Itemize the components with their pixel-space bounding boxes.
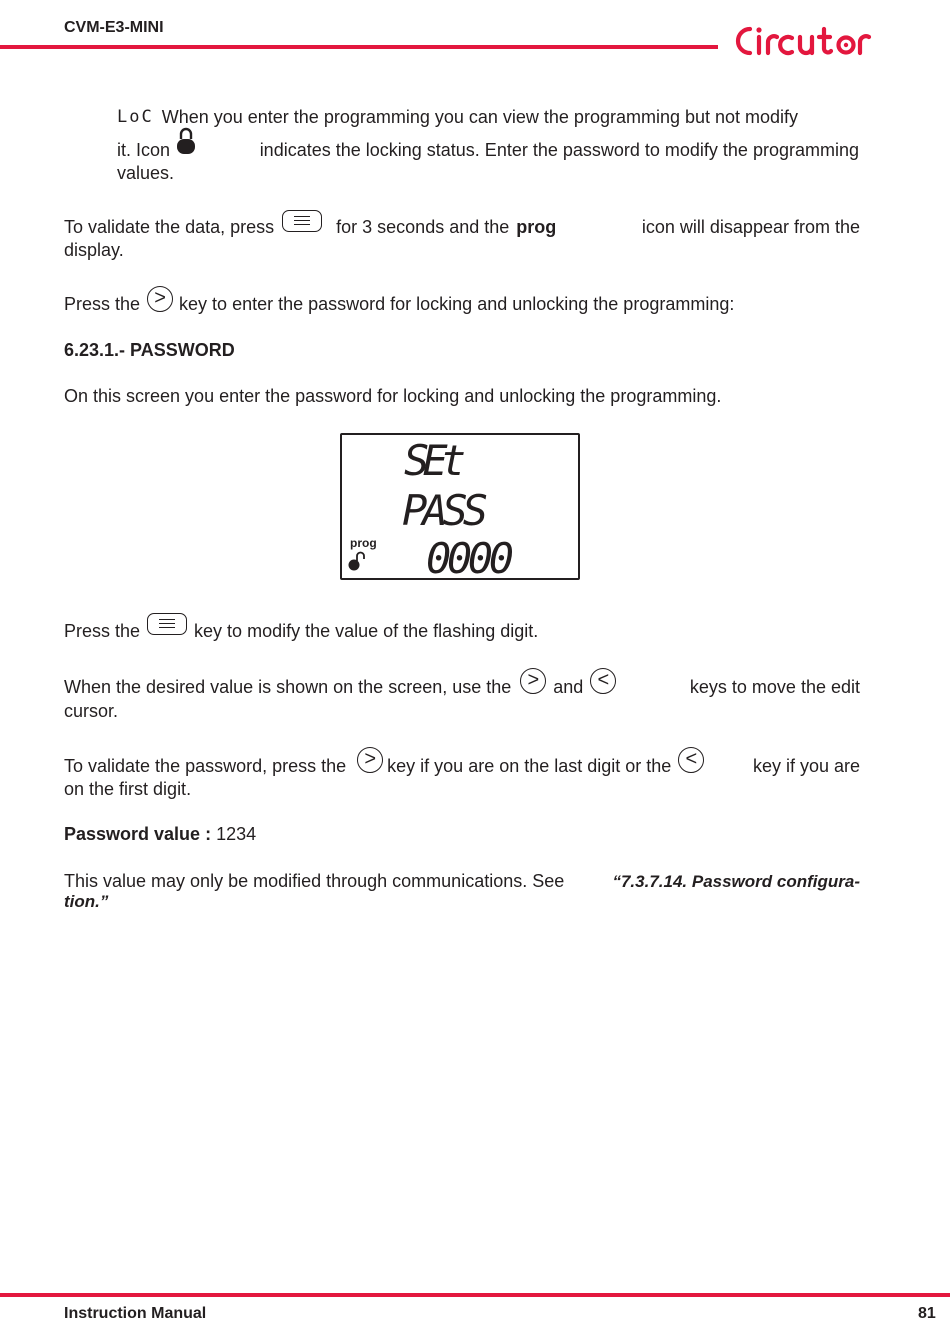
right-arrow-key-icon: > [147,286,173,312]
lcd-row-2: PASS [402,486,488,535]
lcd-segments [342,435,578,578]
modify-text-b: key to modify the value of the flashing digit. [194,621,539,641]
lcd-row-1: SEt [404,436,466,485]
lcd-prog-label: prog [350,536,377,550]
page-number: 81 [918,1305,936,1322]
press-line [64,287,735,315]
pw-line-1 [64,748,860,777]
menu-key-icon [282,210,322,232]
validate-text-b: for 3 seconds and the [336,217,510,237]
cursor-text-b: keys to move the edit [689,677,860,697]
comm-reference-a: “7.3.7.14. Password configura- [612,872,860,891]
loc-line-2 [117,139,859,161]
menu-key-icon [147,613,187,635]
cursor-text-a: When the desired value is shown on the screen, use the [64,677,512,697]
pw-text-d: on the first digit. [64,779,192,799]
left-arrow-key-icon: < [590,668,616,694]
lcd-display [340,433,580,580]
validate-text-a: To validate the data, press [64,217,275,237]
loc-code: LoC [117,107,154,127]
section-heading: 6.23.1.- PASSWORD [64,340,235,360]
header-rule [0,45,718,49]
validate-text-d: display. [64,240,124,260]
press-text-a: Press the [64,294,141,314]
comm-text-a: This value may only be modified through communications. See [64,871,565,891]
password-value: 1234 [216,824,257,844]
modify-line [64,620,538,642]
circutor-logo [730,20,880,60]
lock-icon [176,127,196,157]
loc-text-2a: it. Icon [117,140,171,160]
password-value-line [64,823,256,845]
loc-text-1: When you enter the programming you can view the programming but not modify [161,107,799,127]
loc-text-2b: indicates the locking status. Enter the password to modify the programming [259,140,859,160]
validate-text-c: icon will disappear from the [641,217,860,237]
right-arrow-key-icon: > [520,668,546,694]
lcd-row-3: 0000 [426,534,514,578]
modify-text-a: Press the [64,621,141,641]
comm-line-1 [64,870,860,893]
loc-text-3: values. [117,163,175,183]
pw-text-c: key if you are [752,756,860,776]
cursor-and: and [553,677,584,697]
loc-line-1 [117,106,859,128]
footer-title: Instruction Manual [64,1305,207,1322]
cursor-line-1 [64,669,860,698]
validate-line-1 [64,216,860,238]
pw-text-b: key if you are on the last digit or the [387,756,672,776]
press-text-b: key to enter the password for locking and unlocking the programming: [179,294,735,314]
document-model: CVM-E3-MINI [64,19,164,36]
right-arrow-key-icon: > [357,747,383,773]
comm-reference-b: tion.” [64,892,109,911]
pw-text-a: To validate the password, press the [64,756,347,776]
left-arrow-key-icon: < [678,747,704,773]
validate-prog-word: prog [516,217,557,237]
password-value-label: Password value : [64,824,212,844]
intro-text: On this screen you enter the password for locking and unlocking the programming. [64,386,722,406]
cursor-text-c: cursor. [64,701,119,721]
unlock-icon [349,553,365,571]
footer-rule [0,1293,950,1297]
